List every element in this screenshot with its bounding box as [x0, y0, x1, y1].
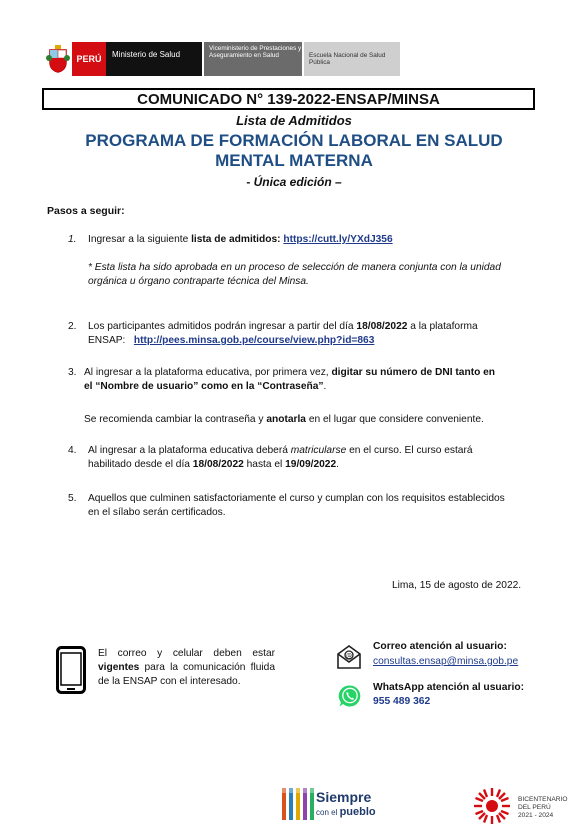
step-1-text	[88, 233, 538, 247]
step-4-label-d: hasta el	[243, 459, 286, 470]
step-3-bold-b: el “Nombre de usuario” como en la “Contraseña”	[84, 381, 324, 392]
program-title	[0, 131, 588, 171]
step-4-italic: matricularse	[290, 445, 347, 456]
step-1-label: Ingresar a la siguiente	[88, 234, 192, 245]
step-3-label: Al ingresar a la plataforma educativa, por primera vez,	[84, 367, 332, 378]
step-4-date-end: 19/09/2022	[285, 459, 337, 470]
subtitle: Lista de Admitidos	[236, 113, 352, 128]
step-3-dot: .	[323, 381, 327, 392]
whatsapp-heading: WhatsApp atención al usuario:	[373, 682, 525, 693]
phone-notice-line2	[98, 661, 275, 675]
bicentenario-line2: DEL PERÚ	[518, 804, 551, 811]
mobile-phone-icon	[56, 646, 86, 699]
siempre-logo-text: Siempre	[316, 789, 372, 805]
whatsapp-icon	[338, 684, 362, 713]
step-4-number: 4.	[68, 445, 77, 456]
signoff-date: Lima, 15 de agosto de 2022.	[392, 580, 522, 591]
email-icon	[336, 644, 362, 675]
phone-notice-line1: El correo y celular deben estar	[98, 648, 275, 659]
bicentenario-line3: 2021 - 2024	[518, 812, 554, 819]
step-3-bold-a: digitar su número de DNI tanto en	[331, 367, 496, 378]
step-4-text	[88, 444, 538, 472]
viceministerio-label: Viceministerio de Prestaciones y Aseguramiento en Salud	[204, 42, 302, 76]
pueblo-logo-text	[316, 806, 376, 818]
step-number: 1.	[68, 234, 77, 245]
header-logo-strip	[44, 42, 400, 76]
step-5-line1: Aquellos que culminen satisfactoriamente el curso y cumplan con los requisitos establecidos	[88, 493, 505, 504]
step-2-label: Los participantes admitidos podrán ingresar a partir del día	[88, 321, 357, 332]
email-heading: Correo atención al usuario:	[373, 641, 507, 652]
step-2-text	[88, 320, 538, 348]
step-2-date: 18/08/2022	[356, 321, 408, 332]
program-title-line1: PROGRAMA DE FORMACIÓN LABORAL EN SALUD	[85, 131, 503, 150]
step-3-text	[84, 366, 538, 394]
phone-notice-bold: vigentes	[98, 662, 140, 673]
platform-link[interactable]: http://pees.minsa.gob.pe/course/view.php?id=863	[133, 335, 375, 346]
svg-text:@: @	[346, 652, 352, 660]
phone-notice	[98, 647, 275, 689]
coat-of-arms-icon	[44, 42, 72, 76]
step-2-label-b: a la plataforma	[407, 321, 478, 332]
ministerio-label: Ministerio de Salud	[106, 42, 202, 76]
step-5-line2: en el sílabo serán certificados.	[88, 507, 226, 518]
phone-notice-line3: de la ENSAP con el interesado.	[98, 676, 241, 687]
step-3-rec-bold: anotarla	[266, 414, 306, 425]
steps-heading: Pasos a seguir:	[47, 205, 125, 217]
step-1-note: * Esta lista ha sido aprobada en un proceso de selección de manera conjunta con la unidad orgánica u órgano contraparte técnica del Minsa.	[88, 262, 501, 287]
pueblo-logo-prefix: con el	[316, 808, 340, 817]
step-3-recommendation	[84, 413, 538, 427]
step-2-ensap: ENSAP:	[88, 335, 126, 346]
email-link[interactable]: consultas.ensap@minsa.gob.pe	[373, 656, 519, 667]
phone-notice-text: para la comunicación fluida	[139, 662, 275, 673]
bicentenario-line1: BICENTENARIO	[518, 796, 568, 803]
program-title-line2: MENTAL MATERNA	[215, 151, 373, 170]
siempre-logo-mark	[280, 786, 316, 827]
step-4-label-b: en el curso. El curso estará	[346, 445, 473, 456]
step-3-rec-b: en el lugar que considere conveniente.	[305, 414, 484, 425]
step-5-text	[88, 492, 538, 520]
bicentenario-emblem-icon	[472, 786, 512, 831]
pueblo-logo-word: pueblo	[339, 806, 376, 818]
step-5-number: 5.	[68, 493, 77, 504]
step-2-number: 2.	[68, 321, 77, 332]
step-4-label: Al ingresar a la plataforma educativa deberá	[88, 445, 291, 456]
page-title: COMUNICADO N° 139-2022-ENSAP/MINSA	[42, 88, 535, 110]
edition-label: - Única edición –	[246, 175, 342, 189]
peru-logo: PERÚ	[72, 42, 106, 76]
step-4-label-c: habilitado desde el día	[88, 459, 193, 470]
step-1-bold: lista de admitidos:	[191, 234, 281, 245]
escuela-label: Escuela Nacional de Salud Pública	[304, 42, 400, 76]
step-1	[68, 233, 77, 247]
whatsapp-number[interactable]: 955 489 362	[373, 696, 431, 707]
step-4-date-start: 18/08/2022	[192, 459, 244, 470]
admitidos-link[interactable]: https://cutt.ly/YXdJ356	[283, 234, 393, 245]
step-3-number: 3.	[68, 367, 77, 378]
step-3-rec-a: Se recomienda cambiar la contraseña y	[84, 414, 267, 425]
step-4-dot: .	[336, 459, 339, 470]
bicentenario-text	[518, 796, 567, 820]
